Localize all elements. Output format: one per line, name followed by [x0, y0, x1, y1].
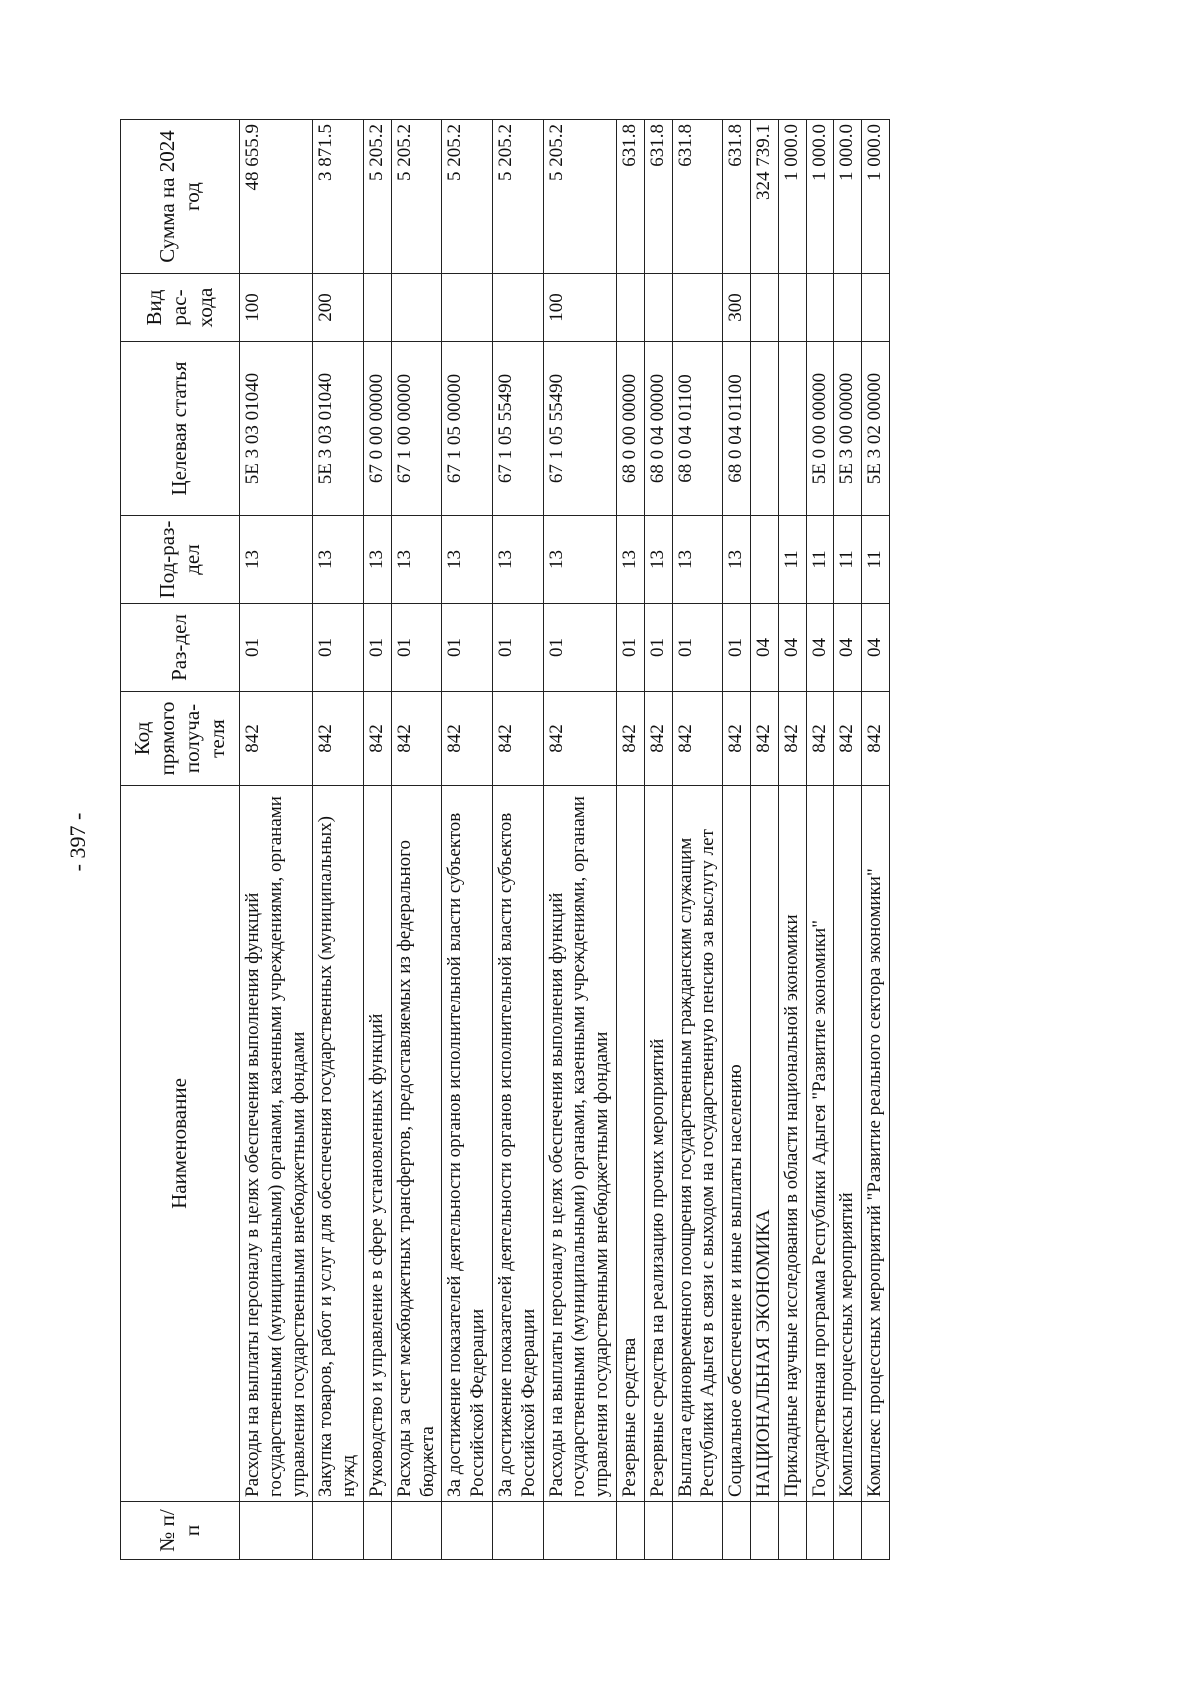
cell-sum: 631.8: [616, 120, 644, 274]
cell-no: [543, 1502, 616, 1560]
cell-name: Прикладные научные исследования в области национальной экономики: [778, 786, 806, 1502]
cell-no: [442, 1502, 493, 1560]
table-body: [240, 120, 890, 1560]
header-target: Целевая статья: [121, 342, 240, 516]
cell-vid: 100: [240, 274, 313, 342]
cell-vid: [672, 274, 723, 342]
cell-razdel: 01: [723, 604, 751, 692]
cell-code: 842: [442, 692, 493, 786]
table-row: [750, 120, 778, 1560]
budget-table: [120, 119, 890, 1560]
cell-razdel: 01: [672, 604, 723, 692]
table-row: [644, 120, 672, 1560]
header-name: Наименование: [121, 786, 240, 1502]
table-row: [442, 120, 493, 1560]
cell-name: НАЦИОНАЛЬНАЯ ЭКОНОМИКА: [750, 786, 778, 1502]
cell-podrazdel: 11: [806, 516, 834, 604]
cell-target: 5Е 3 00 00000: [834, 342, 862, 516]
cell-code: 842: [723, 692, 751, 786]
rotated-table-container: [120, 120, 1090, 1560]
cell-razdel: 01: [363, 604, 391, 692]
header-razdel: Раз-дел: [121, 604, 240, 692]
cell-name: Комплекс процессных мероприятий "Развитие реального сектора экономики": [862, 786, 890, 1502]
header-vid: Вид рас-хода: [121, 274, 240, 342]
cell-podrazdel: 13: [313, 516, 364, 604]
cell-target: 5Е 3 02 00000: [862, 342, 890, 516]
cell-vid: 200: [313, 274, 364, 342]
cell-razdel: 01: [492, 604, 543, 692]
cell-target: [750, 342, 778, 516]
cell-code: 842: [616, 692, 644, 786]
cell-vid: [492, 274, 543, 342]
cell-razdel: 04: [806, 604, 834, 692]
cell-name: За достижение показателей деятельности органов исполнительной власти субъектов Российской Федерации: [492, 786, 543, 1502]
table-row: [363, 120, 391, 1560]
cell-no: [313, 1502, 364, 1560]
cell-code: 842: [834, 692, 862, 786]
cell-name: Государственная программа Республики Адыгея "Развитие экономики": [806, 786, 834, 1502]
cell-podrazdel: 13: [672, 516, 723, 604]
cell-razdel: 04: [750, 604, 778, 692]
table-row: [240, 120, 313, 1560]
table-row: [543, 120, 616, 1560]
cell-code: 842: [492, 692, 543, 786]
cell-vid: 100: [543, 274, 616, 342]
table-row: [492, 120, 543, 1560]
cell-code: 842: [672, 692, 723, 786]
cell-no: [391, 1502, 442, 1560]
table-row: [672, 120, 723, 1560]
cell-vid: [862, 274, 890, 342]
cell-no: [834, 1502, 862, 1560]
cell-code: 842: [363, 692, 391, 786]
cell-code: 842: [240, 692, 313, 786]
cell-target: 67 0 00 00000: [363, 342, 391, 516]
cell-no: [616, 1502, 644, 1560]
cell-no: [862, 1502, 890, 1560]
cell-sum: 5 205.2: [442, 120, 493, 274]
cell-vid: [834, 274, 862, 342]
cell-sum: 631.8: [644, 120, 672, 274]
cell-target: 68 0 00 00000: [616, 342, 644, 516]
cell-vid: [644, 274, 672, 342]
cell-name: Расходы на выплаты персоналу в целях обеспечения выполнения функций государственными (муниципальными) органами, казенными учреждениями, органами управления государственными внебюджетными фондами: [543, 786, 616, 1502]
cell-code: 842: [313, 692, 364, 786]
cell-name: Резервные средства: [616, 786, 644, 1502]
cell-no: [492, 1502, 543, 1560]
table-row: [391, 120, 442, 1560]
cell-code: 842: [543, 692, 616, 786]
table-row: [313, 120, 364, 1560]
cell-sum: 5 205.2: [363, 120, 391, 274]
cell-target: [778, 342, 806, 516]
cell-vid: 300: [723, 274, 751, 342]
cell-code: 842: [391, 692, 442, 786]
cell-razdel: 04: [834, 604, 862, 692]
cell-code: 842: [778, 692, 806, 786]
cell-sum: 1 000.0: [806, 120, 834, 274]
table-header: [121, 120, 240, 1560]
cell-razdel: 04: [862, 604, 890, 692]
cell-name: Социальное обеспечение и иные выплаты населению: [723, 786, 751, 1502]
cell-no: [778, 1502, 806, 1560]
cell-podrazdel: 11: [834, 516, 862, 604]
cell-sum: 324 739.1: [750, 120, 778, 274]
cell-vid: [391, 274, 442, 342]
cell-podrazdel: 13: [363, 516, 391, 604]
cell-podrazdel: 13: [644, 516, 672, 604]
cell-name: Выплата единовременного поощрения государственным гражданским служащим Республики Адыгея в связи с выходом на государственную пенсию за выслугу лет: [672, 786, 723, 1502]
cell-vid: [778, 274, 806, 342]
table-row: [862, 120, 890, 1560]
cell-target: 67 1 05 55490: [543, 342, 616, 516]
cell-sum: 48 655.9: [240, 120, 313, 274]
header-no: № п/п: [121, 1502, 240, 1560]
cell-no: [644, 1502, 672, 1560]
cell-podrazdel: [750, 516, 778, 604]
cell-target: 5Е 3 03 01040: [240, 342, 313, 516]
cell-sum: 1 000.0: [862, 120, 890, 274]
cell-no: [672, 1502, 723, 1560]
cell-target: 5Е 3 03 01040: [313, 342, 364, 516]
table-row: [834, 120, 862, 1560]
cell-vid: [750, 274, 778, 342]
cell-vid: [616, 274, 644, 342]
cell-code: 842: [644, 692, 672, 786]
cell-razdel: 01: [313, 604, 364, 692]
cell-sum: 1 000.0: [834, 120, 862, 274]
cell-name: Закупка товаров, работ и услуг для обеспечения государственных (муниципальных) нужд: [313, 786, 364, 1502]
cell-name: Резервные средства на реализацию прочих мероприятий: [644, 786, 672, 1502]
cell-code: 842: [750, 692, 778, 786]
cell-vid: [363, 274, 391, 342]
cell-podrazdel: 13: [442, 516, 493, 604]
cell-podrazdel: 13: [543, 516, 616, 604]
cell-vid: [806, 274, 834, 342]
cell-sum: 631.8: [672, 120, 723, 274]
cell-razdel: 01: [644, 604, 672, 692]
cell-name: Руководство и управление в сфере установленных функций: [363, 786, 391, 1502]
cell-sum: 5 205.2: [391, 120, 442, 274]
cell-target: 67 1 05 55490: [492, 342, 543, 516]
cell-sum: 5 205.2: [543, 120, 616, 274]
cell-name: Расходы за счет межбюджетных трансфертов, предоставляемых из федерального бюджета: [391, 786, 442, 1502]
header-sum: Сумма на 2024 год: [121, 120, 240, 274]
cell-name: За достижение показателей деятельности органов исполнительной власти субъектов Российской Федерации: [442, 786, 493, 1502]
cell-target: 5Е 0 00 00000: [806, 342, 834, 516]
cell-podrazdel: 13: [492, 516, 543, 604]
cell-podrazdel: 13: [391, 516, 442, 604]
cell-no: [750, 1502, 778, 1560]
cell-razdel: 01: [240, 604, 313, 692]
cell-sum: 1 000.0: [778, 120, 806, 274]
page-number: - 397 -: [65, 812, 90, 872]
table-row: [806, 120, 834, 1560]
cell-podrazdel: 13: [240, 516, 313, 604]
cell-target: 67 1 00 00000: [391, 342, 442, 516]
table-row: [723, 120, 751, 1560]
cell-code: 842: [862, 692, 890, 786]
header-podrazdel: Под-раз-дел: [121, 516, 240, 604]
cell-target: 68 0 04 00000: [644, 342, 672, 516]
cell-target: 67 1 05 00000: [442, 342, 493, 516]
table-row: [616, 120, 644, 1560]
cell-razdel: 04: [778, 604, 806, 692]
cell-razdel: 01: [543, 604, 616, 692]
cell-razdel: 01: [442, 604, 493, 692]
cell-no: [723, 1502, 751, 1560]
cell-target: 68 0 04 01100: [672, 342, 723, 516]
cell-vid: [442, 274, 493, 342]
cell-sum: 3 871.5: [313, 120, 364, 274]
cell-name: Расходы на выплаты персоналу в целях обеспечения выполнения функций государственными (муниципальными) органами, казенными учреждениями, органами управления государственными внебюджетными фондами: [240, 786, 313, 1502]
cell-podrazdel: 11: [862, 516, 890, 604]
cell-podrazdel: 13: [616, 516, 644, 604]
cell-sum: 5 205.2: [492, 120, 543, 274]
cell-no: [363, 1502, 391, 1560]
table-row: [778, 120, 806, 1560]
cell-razdel: 01: [391, 604, 442, 692]
cell-sum: 631.8: [723, 120, 751, 274]
header-code: Код прямого получа-теля: [121, 692, 240, 786]
cell-podrazdel: 11: [778, 516, 806, 604]
cell-no: [240, 1502, 313, 1560]
cell-name: Комплексы процессных мероприятий: [834, 786, 862, 1502]
cell-no: [806, 1502, 834, 1560]
cell-razdel: 01: [616, 604, 644, 692]
cell-target: 68 0 04 01100: [723, 342, 751, 516]
cell-code: 842: [806, 692, 834, 786]
cell-podrazdel: 13: [723, 516, 751, 604]
